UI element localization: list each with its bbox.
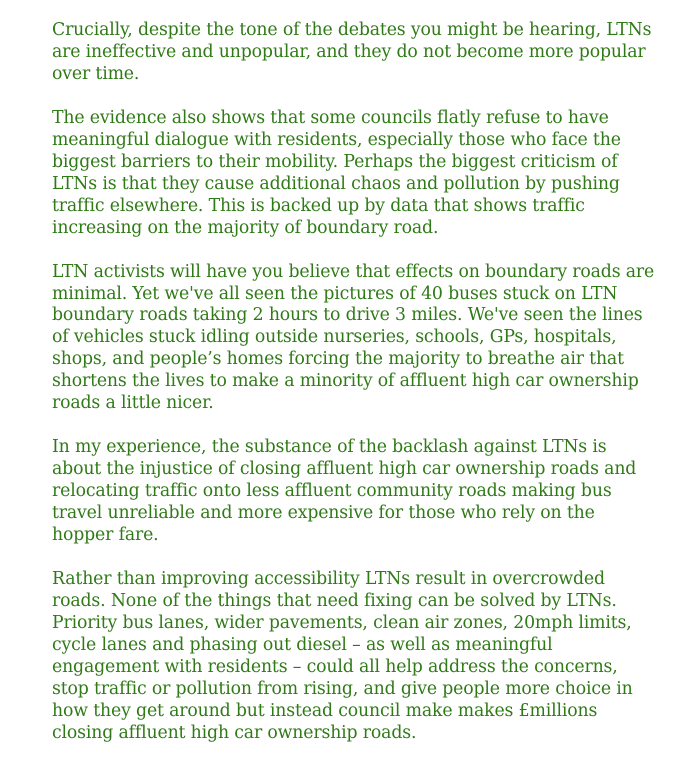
text-line: roads. None of the things that need fixing can be solved by LTNs. (52, 590, 617, 611)
paragraph-2 (52, 108, 652, 240)
text-line: The evidence also shows that some councils flatly refuse to have (52, 107, 609, 128)
text-line: In my experience, the substance of the backlash against LTNs is (52, 437, 607, 458)
text-line: traffic elsewhere. This is backed up by data that shows traffic (52, 195, 585, 216)
text-line: over time. (52, 63, 140, 84)
text-line: shops, and people’s homes forcing the majority to breathe air that (52, 349, 624, 370)
text-line: are ineffective and unpopular, and they do not become more popular (52, 41, 646, 62)
text-line: Crucially, despite the tone of the debates you might be hearing, LTNs (52, 20, 652, 40)
text-line: LTN activists will have you believe that effects on boundary roads are (52, 261, 655, 282)
text-line: biggest barriers to their mobility. Perhaps the biggest criticism of (52, 151, 618, 172)
text-line: stop traffic or pollution from rising, and give people more choice in (52, 678, 633, 699)
text-line: hopper fare. (52, 525, 159, 546)
paragraph-4 (52, 437, 652, 547)
text-line: engagement with residents – could all help address the concerns, (52, 656, 618, 677)
text-line: of vehicles stuck idling outside nurseries, schools, GPs, hospitals, (52, 327, 617, 348)
text-line: boundary roads taking 2 hours to drive 3 miles. We've seen the lines (52, 305, 643, 326)
text-line: how they get around but instead council make makes £millions (52, 700, 598, 721)
text-line: roads a little nicer. (52, 393, 214, 414)
article-body (52, 20, 655, 767)
text-line: cycle lanes and phasing out diesel – as well as meaningful (52, 634, 553, 655)
text-line: relocating traffic onto less affluent community roads making bus (52, 481, 612, 502)
text-line: about the injustice of closing affluent high car ownership roads and (52, 459, 637, 480)
paragraph-5 (52, 569, 652, 745)
text-line: increasing on the majority of boundary road. (52, 217, 439, 238)
text-line: travel unreliable and more expensive for those who rely on the (52, 503, 595, 524)
text-line: minimal. Yet we've all seen the pictures of 40 buses stuck on LTN (52, 283, 618, 304)
text-line: meaningful dialogue with residents, especially those who face the (52, 129, 621, 150)
text-line: Rather than improving accessibility LTNs result in overcrowded (52, 569, 605, 590)
text-line: shortens the lives to make a minority of affluent high car ownership (52, 371, 639, 392)
text-line: closing affluent high car ownership roads. (52, 722, 417, 743)
text-line: LTNs is that they cause additional chaos and pollution by pushing (52, 173, 620, 194)
paragraph-1 (52, 20, 652, 86)
text-line: Priority bus lanes, wider pavements, clean air zones, 20mph limits, (52, 612, 632, 633)
paragraph-3 (52, 261, 655, 416)
